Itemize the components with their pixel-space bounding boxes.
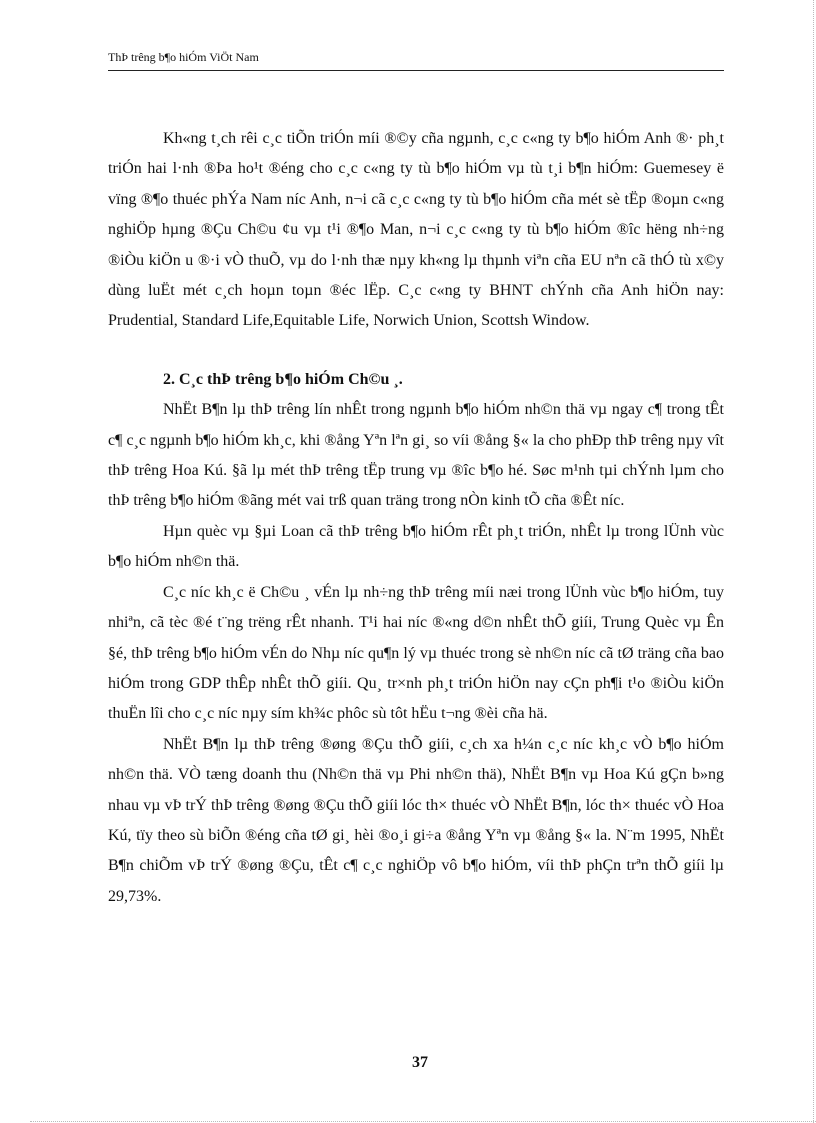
header-divider (108, 70, 724, 71)
section-heading: 2. C¸c thÞ trêng b¶o hiÓm Ch©u ¸. (163, 370, 403, 388)
right-border (813, 0, 814, 1123)
paragraph: NhËt B¶n lµ thÞ trêng lín nhÊt trong ngµnh b¶o hiÓm nh©n thä vµ ngay c¶ trong tÊt c¶ c¸c ngµnh b¶o hiÓm kh¸c, khi ®ång Yªn lªn gi¸ so víi ®ång §« la cho phÐp thÞ trêng nµy vît thÞ trêng Hoa Kú. §ã lµ mét thÞ trêng tËp trung vµ ®îc b¶o hé. Søc m¹nh tµi chÝnh lµm cho thÞ trêng b¶o hiÓm ®ãng mét vai trß quan träng trong nÒn kinh tÕ cña ®Êt níc. (108, 401, 724, 510)
paragraph: C¸c níc kh¸c ë Ch©u ¸ vÉn lµ nh÷ng thÞ trêng míi næi trong lÜnh vùc b¶o hiÓm, tuy nhiªn, cã tèc ®é t¨ng trëng rÊt nhanh. T¹i hai níc ®«ng d©n nhÊt thÕ giíi, Trung Quèc vµ Ên §é, thÞ trêng b¶o hiÓm vÉn do Nhµ níc qu¶n lý vµ thuéc trong sè nh©n níc cã tØ träng cña bao hiÓm trong GDP thÊp nhÊt thÕ giíi. Qu¸ tr×nh ph¸t triÓn hiÖn nay cÇn ph¶i t¹o ®iÒu kiÖn thuËn lîi cho c¸c níc nµy sím kh¾c phôc sù tôt hËu t¬ng ®èi cña hä. (108, 583, 724, 723)
paragraph: Kh«ng t¸ch rêi c¸c tiÕn triÓn míi ®©y cña ngµnh, c¸c c«ng ty b¶o hiÓm Anh ®· ph¸t triÓn hai l·nh ®Þa ho¹t ®éng cho c¸c c«ng ty tù b¶o hiÓm vµ tù t¸i b¶n hiÓm: Guemesey ë vïng ®¶o thuéc phÝa Nam níc Anh, n¬i cã c¸c c«ng ty tù b¶o hiÓm cña mét sè tËp ®oµn c«ng nghiÖp hµng ®Çu Ch©u ¢u vµ t¹i ®¶o Man, n¬i c¸c c«ng ty tù b¶o hiÓm ®îc hëng nh÷ng ®iÒu kiÖn u ®·i vÒ thuÕ, vµ do l·nh thæ nµy kh«ng lµ thµnh viªn cña EU nªn cã thÓ tù x©y dùng luËt mét c¸ch hoµn toµn ®éc lËp. C¸c c«ng ty BHNT chÝnh cña Anh hiÖn nay: Prudential, Standard Life,Equitable Life, Norwich Union, Scottsh Window. (108, 130, 724, 330)
paragraph: Hµn quèc vµ §µi Loan cã thÞ trêng b¶o hiÓm rÊt ph¸t triÓn, nhÊt lµ trong lÜnh vùc b¶o hiÓm nh©n thä. (108, 522, 724, 571)
running-header: ThÞ trêng b¶o hiÓm ViÖt Nam (108, 50, 259, 64)
paragraph: NhËt B¶n lµ thÞ trêng ®øng ®Çu thÕ giíi, c¸ch xa h¼n c¸c níc kh¸c vÒ b¶o hiÓm nh©n thä. VÒ tæng doanh thu (Nh©n thä vµ Phi nh©n thä), NhËt B¶n vµ Hoa Kú gÇn b»ng nhau vµ vÞ trÝ thÞ trêng ®øng ®Çu thÕ giíi lóc th× thuéc vÒ NhËt B¶n, lóc th× thuéc vÒ Hoa Kú, tïy theo sù biÕn ®éng cña tØ gi¸ hèi ®o¸i gi÷a ®ång Yªn vµ ®ång §« la. N¨m 1995, NhËt B¶n chiÕm vÞ trÝ ®øng ®Çu, tÊt c¶ c¸c nghiÖp vô b¶o hiÓm, víi thÞ phÇn trªn thÕ giíi lµ 29,73%. (108, 735, 724, 905)
page-body (108, 124, 724, 912)
bottom-border (30, 1121, 816, 1122)
page-number: 37 (412, 1054, 428, 1071)
